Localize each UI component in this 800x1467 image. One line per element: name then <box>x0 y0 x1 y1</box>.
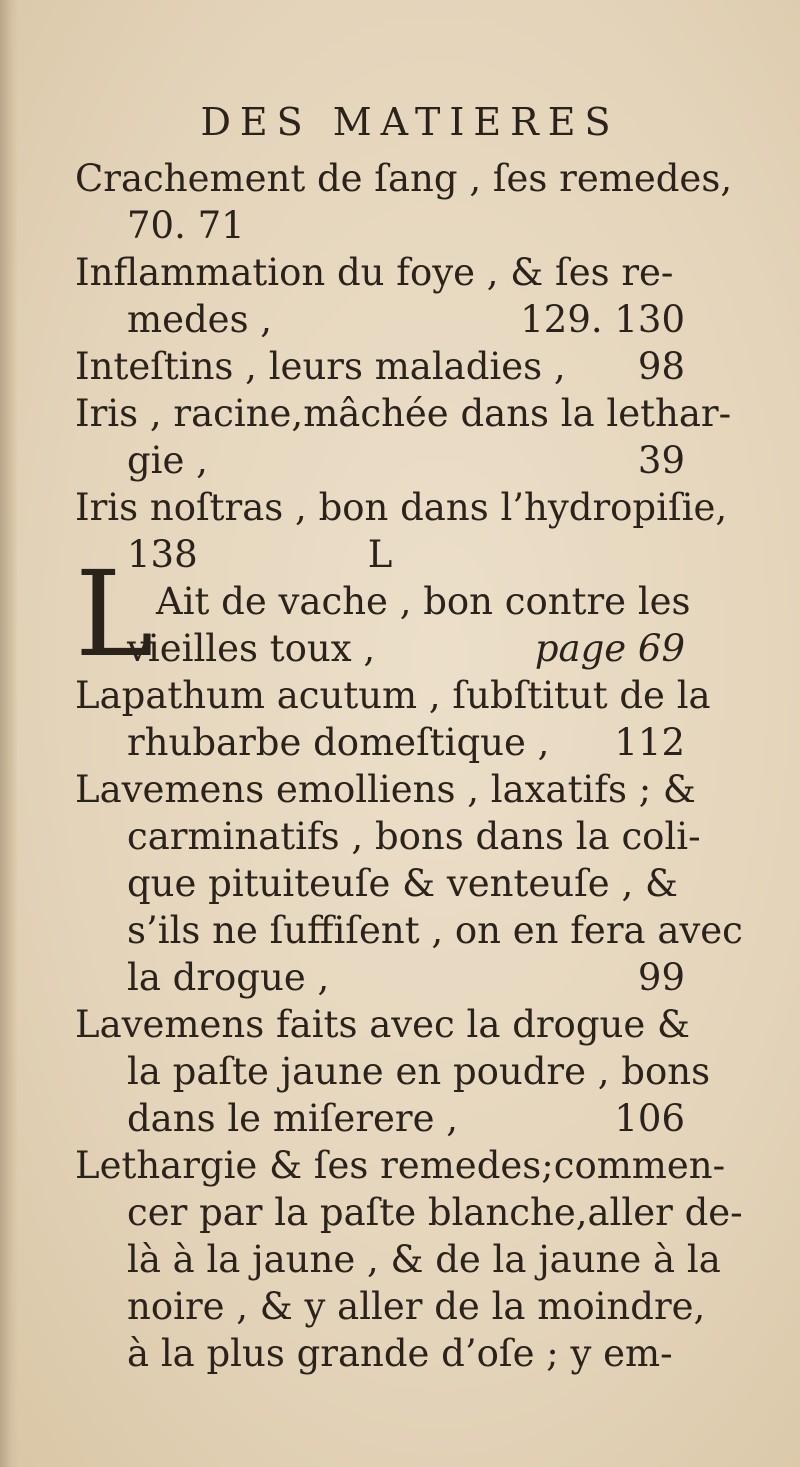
entry-line: 138 L <box>75 531 685 578</box>
entry-line: Inteſtins , leurs maladies , 98 <box>75 345 685 388</box>
index-entries <box>75 155 743 1377</box>
entry-line: Iris , racine,mâchée dans la lethar- <box>75 392 732 435</box>
page-number: 129. 130 <box>520 298 685 341</box>
page-number: 39 <box>637 439 685 482</box>
drop-cap: L <box>75 545 154 683</box>
entry-line: Inflammation du foye , & ſes re- <box>75 251 674 294</box>
page-number: 106 <box>614 1097 685 1140</box>
entry-line: Lavemens faits avec la drogue & <box>75 1003 690 1046</box>
entry-line: la drogue , 99 <box>127 956 685 999</box>
entry-line: 70. 71 <box>127 204 245 247</box>
entry-line: à la plus grande d’oſe ; y em- <box>127 1332 673 1375</box>
entry-line: cer par la paſte blanche,aller de- <box>127 1191 743 1234</box>
entry-line: rhubarbe domeſtique , 112 <box>127 721 685 764</box>
page-number: 99 <box>637 956 685 999</box>
entry-line: carminatifs , bons dans la coli- <box>127 815 701 858</box>
entry-line: Iris noſtras , bon dans l’hydropiſie, <box>75 486 728 529</box>
entry-line: Lapathum acutum , ſubſtitut de la <box>75 674 711 717</box>
entry-line: medes , 129. 130 <box>127 298 685 341</box>
entry-line: noire , & y aller de la moindre, <box>127 1285 706 1328</box>
entry-line: Crachement de ſang , ſes remedes, <box>75 157 733 200</box>
page-gutter <box>0 0 18 1467</box>
entry-line: Ait de vache , bon contre les <box>156 580 691 623</box>
entry-line: que pituiteuſe & venteuſe , & <box>127 862 678 905</box>
page-number: 112 <box>614 721 685 764</box>
entry-line: la paſte jaune en poudre , bons <box>127 1050 711 1093</box>
entry-line: dans le miſerere , 106 <box>127 1097 685 1140</box>
entry-line: s’ils ne ſuffiſent , on en fera avec <box>127 909 743 952</box>
entry-line: vieilles toux , page 69 <box>127 627 685 670</box>
running-header: DES MATIERES <box>200 100 620 144</box>
entry-line: Lethargie & ſes remedes;commen- <box>75 1144 726 1187</box>
entry-line: gie , 39 <box>127 439 685 482</box>
page-number: 98 <box>637 345 685 388</box>
page-number: page 69 <box>534 627 685 670</box>
entry-line: là à la jaune , & de la jaune à la <box>127 1238 721 1281</box>
entry-line: Lavemens emolliens , laxatifs ; & <box>75 768 696 811</box>
section-letter: L <box>367 533 393 576</box>
